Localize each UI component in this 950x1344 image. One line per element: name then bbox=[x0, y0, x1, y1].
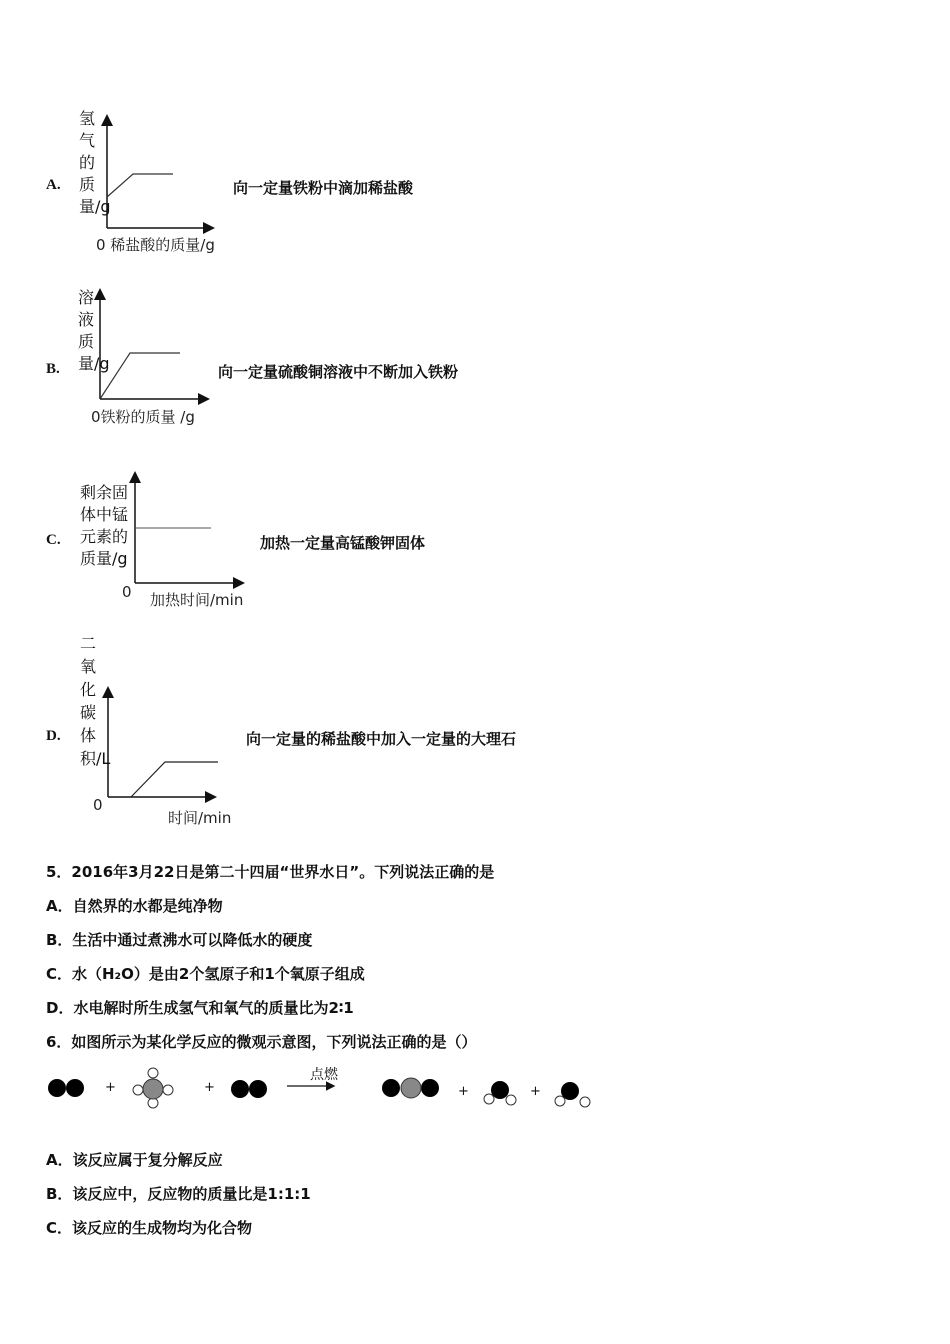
graph-d-curve bbox=[131, 762, 218, 797]
question-5-stem: 5．2016年3月22日是第二十四届“世界水日”。下列说法正确的是 bbox=[46, 863, 495, 881]
graph-c-origin: 0 bbox=[122, 583, 132, 601]
reaction-condition: 点燃 bbox=[310, 1067, 338, 1083]
graph-b-x-label: 0铁粉的质量 /g bbox=[91, 408, 195, 426]
water-molecule bbox=[555, 1082, 590, 1107]
plus-sign: + bbox=[105, 1080, 116, 1095]
graph-d-y-label: 二氧化碳体积/L bbox=[80, 634, 111, 768]
graph-d bbox=[108, 689, 218, 797]
graph-b bbox=[100, 291, 207, 399]
oxygen-molecule bbox=[231, 1080, 267, 1098]
option-letter-d: D. bbox=[46, 728, 61, 744]
plus-sign: + bbox=[530, 1084, 541, 1099]
carbon-dioxide-molecule bbox=[382, 1078, 439, 1098]
plus-sign: + bbox=[204, 1080, 215, 1095]
question-6-stem: 6．如图所示为某化学反应的微观示意图，下列说法正确的是（） bbox=[46, 1033, 477, 1051]
question-6-option-a: A．该反应属于复分解反应 bbox=[46, 1151, 223, 1169]
plus-sign: + bbox=[458, 1084, 469, 1099]
graph-a-y-label: 氢气的质量/g bbox=[79, 109, 111, 216]
question-5-option-c: C．水（H₂O）是由2个氢原子和1个氧原子组成 bbox=[46, 965, 365, 983]
question-5-option-b: B．生活中通过煮沸水可以降低水的硬度 bbox=[46, 931, 313, 949]
water-molecule bbox=[484, 1081, 516, 1105]
graph-b-curve bbox=[100, 353, 180, 399]
option-letter-c: C. bbox=[46, 532, 61, 548]
oxygen-molecule bbox=[48, 1079, 84, 1097]
graph-b-y-label: 溶液质量/g bbox=[78, 288, 110, 373]
graph-d-x-label: 时间/min bbox=[168, 809, 232, 827]
graph-c-y-label: 剩余固体中锰元素的质量/g bbox=[80, 483, 129, 568]
question-6-option-c: C．该反应的生成物均为化合物 bbox=[46, 1219, 253, 1237]
graph-c bbox=[135, 474, 242, 583]
option-d-description: 向一定量的稀盐酸中加入一定量的大理石 bbox=[246, 730, 517, 748]
question-5-option-d: D．水电解时所生成氢气和氧气的质量比为2∶1 bbox=[46, 999, 354, 1017]
option-c-description: 加热一定量高锰酸钾固体 bbox=[260, 534, 426, 552]
option-a-description: 向一定量铁粉中滴加稀盐酸 bbox=[233, 179, 414, 197]
question-6-option-b: B．该反应中，反应物的质量比是1:1:1 bbox=[46, 1185, 311, 1203]
graph-c-x-label: 加热时间/min bbox=[150, 591, 244, 609]
graph-a-curve bbox=[107, 174, 173, 197]
option-b-description: 向一定量硫酸铜溶液中不断加入铁粉 bbox=[218, 363, 459, 381]
graph-a-x-label: 0 稀盐酸的质量/g bbox=[96, 236, 215, 254]
option-letter-b: B. bbox=[46, 361, 60, 377]
question-5-option-a: A．自然界的水都是纯净物 bbox=[46, 897, 223, 915]
graph-a bbox=[107, 117, 212, 228]
option-letter-a: A. bbox=[46, 177, 61, 193]
methane-molecule bbox=[133, 1068, 173, 1108]
graph-d-origin: 0 bbox=[93, 796, 103, 814]
